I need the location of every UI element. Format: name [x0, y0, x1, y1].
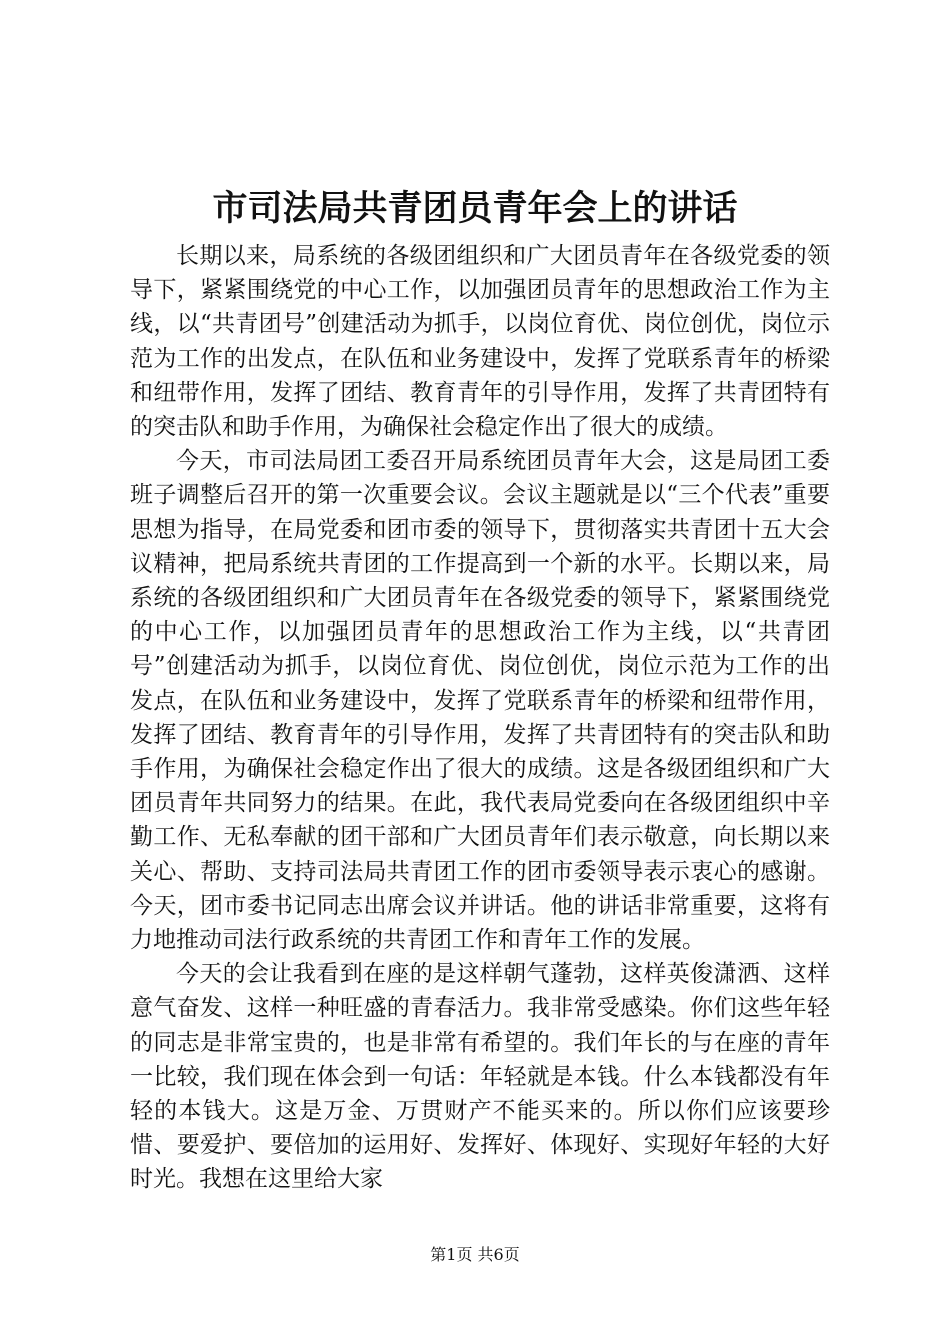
- page-number-footer: 第1页 共6页: [430, 1245, 520, 1264]
- document-body: [130, 239, 830, 1197]
- paragraph-3: 今天的会让我看到在座的是这样朝气蓬勃，这样英俊潇洒、这样意气奋发、这样一种旺盛的青春活力。我非常受感染。你们这些年轻的同志是非常宝贵的，也是非常有希望的。我们年长的与在座的青年一比较，我们现在体会到一句话：年轻就是本钱。什么本钱都没有年轻的本钱大。这是万金、万贯财产不能买来的。所以你们应该要珍惜、要爱护、要倍加的运用好、发挥好、体现好、实现好年轻的大好时光。我想在这里给大家: [130, 961, 830, 1193]
- document-title: 市司法局共青团员青年会上的讲话: [212, 188, 738, 229]
- paragraph-2: 今天，市司法局团工委召开局系统团员青年大会，这是局团工委班子调整后召开的第一次重要会议。会议主题就是以“三个代表”重要思想为指导，在局党委和团市委的领导下，贯彻落实共青团十五大会议精神，把局系统共青团的工作提高到一个新的水平。长期以来，局系统的各级团组织和广大团员青年在各级党委的领导下，紧紧围绕党的中心工作，以加强团员青年的思想政治工作为主线，以“共青团号”创建活动为抓手，以岗位育优、岗位创优，岗位示范为工作的出发点，在队伍和业务建设中，发挥了党联系青年的桥梁和纽带作用，发挥了团结、教育青年的引导作用，发挥了共青团特有的突击队和助手作用，为确保社会稳定作出了很大的成绩。这是各级团组织和广大团员青年共同努力的结果。在此，我代表局党委向在各级团组织中辛勤工作、无私奉献的团干部和广大团员青年们表示敬意，向长期以来关心、帮助、支持司法局共青团工作的团市委领导表示衷心的感谢。今天，团市委书记同志出席会议并讲话。他的讲话非常重要，这将有力地推动司法行政系统的共青团工作和青年工作的发展。: [130, 448, 830, 954]
- paragraph-1: 长期以来，局系统的各级团组织和广大团员青年在各级党委的领导下，紧紧围绕党的中心工作，以加强团员青年的思想政治工作为主线，以“共青团号”创建活动为抓手，以岗位育优、岗位创优，岗位示范为工作的出发点，在队伍和业务建设中，发挥了党联系青年的桥梁和纽带作用，发挥了团结、教育青年的引导作用，发挥了共青团特有的突击队和助手作用，为确保社会稳定作出了很大的成绩。: [130, 243, 830, 441]
